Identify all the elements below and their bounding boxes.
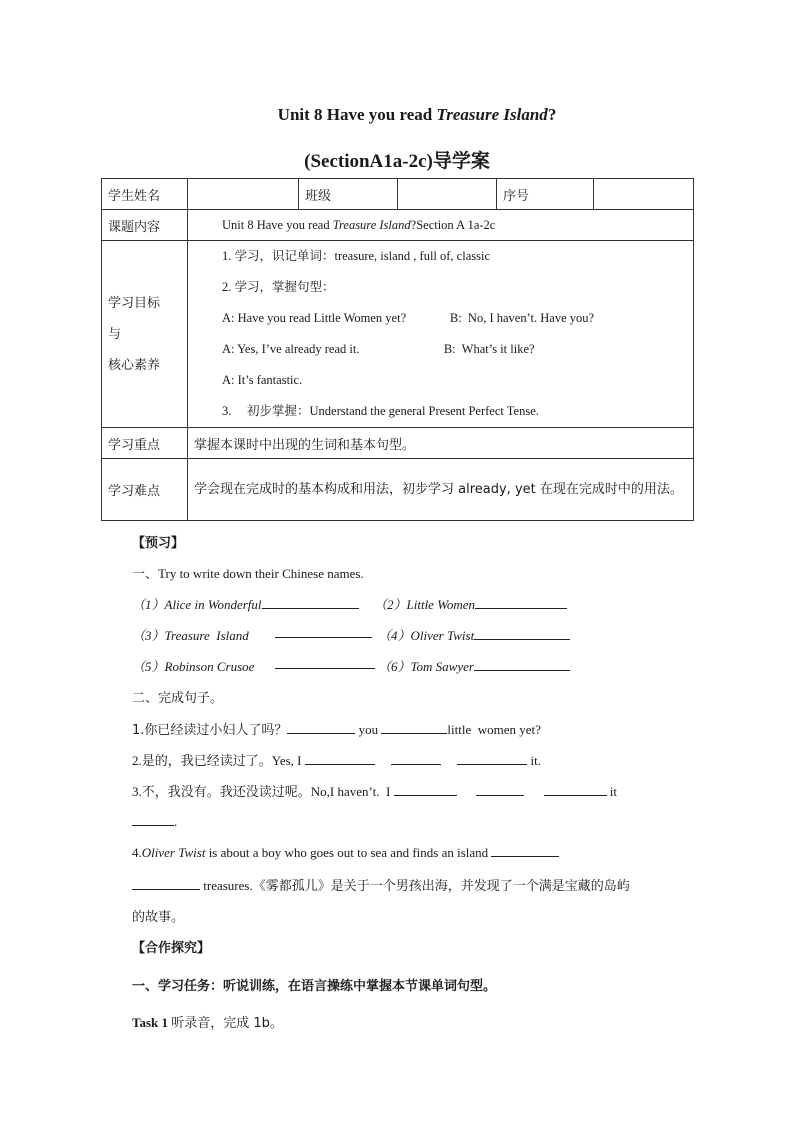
student-name-label: 学生姓名 (102, 179, 188, 210)
sentence-3-cont: . (132, 813, 177, 830)
goal-item: A: Have you read Little Women yet? B: No, I haven’t. Have you? (222, 311, 595, 325)
task-title: 一、学习任务：听说训练，在语言操练中掌握本节课单词句型。 (132, 979, 497, 994)
number-cell[interactable] (594, 179, 694, 210)
info-table (101, 178, 694, 521)
book-item: （6）Tom Sawyer (378, 656, 570, 675)
page-title: Unit 8 Have you read Treasure Island? (277, 105, 557, 124)
answer-blank[interactable] (132, 877, 200, 890)
answer-blank[interactable] (381, 721, 447, 734)
student-name-cell[interactable] (188, 179, 299, 210)
goal-item: 3. 初步掌握：Understand the general Present Perfect Tense. (222, 404, 539, 418)
answer-blank[interactable] (474, 658, 570, 671)
answer-blank[interactable] (476, 783, 524, 796)
number-label: 序号 (497, 179, 594, 210)
goal-item: 2. 学习，掌握句型： (222, 280, 335, 294)
difficulty-label: 学习难点 (102, 459, 188, 521)
sentence-4: 4.Oliver Twist is about a boy who goes out to sea and finds an island (132, 844, 559, 861)
task-1: Task 1 听录音，完成 1b。 (132, 1015, 283, 1031)
book-item: （5）Robinson Crusoe (132, 659, 255, 674)
focus-label: 学习重点 (102, 428, 188, 459)
goals-list (188, 241, 694, 428)
answer-blank[interactable] (391, 752, 441, 765)
sentence-2: 2.是的，我已经读过了。Yes, I it. (132, 753, 541, 768)
book-item: （3）Treasure Island (132, 628, 249, 643)
part1-title: 一、Try to write down their Chinese names. (132, 566, 364, 581)
answer-blank-wrap (275, 625, 372, 642)
answer-blank[interactable] (275, 656, 375, 669)
class-cell[interactable] (398, 179, 497, 210)
preview-heading: 【预习】 (132, 536, 185, 551)
sentence-3: 3.不，我没有。我还没读过呢。No,I haven’t. I it (132, 784, 618, 799)
book-item: （4）Oliver Twist (378, 625, 570, 644)
goal-item: 1. 学习，识记单词：treasure, island , full of, classic (222, 249, 491, 263)
goal-item: A: It’s fantastic. (222, 373, 303, 387)
class-label: 班级 (299, 179, 398, 210)
answer-blank[interactable] (287, 721, 355, 734)
book-item: （2）Little Women (374, 594, 567, 613)
goals-label: 学习目标 与 核心素养 (102, 241, 188, 428)
answer-blank[interactable] (394, 783, 457, 796)
book-item: （1）Alice in Wonderful (132, 594, 359, 613)
sentence-1: 1.你已经读过小妇人了吗？ you little women yet? (132, 722, 541, 738)
sentence-4-cont2: 的故事。 (132, 910, 185, 925)
answer-blank[interactable] (544, 783, 607, 796)
answer-blank[interactable] (132, 813, 174, 826)
part2-title: 二、完成句子。 (132, 691, 224, 706)
topic-label: 课题内容 (102, 210, 188, 241)
answer-blank-wrap (275, 656, 375, 673)
focus-text: 掌握本课时中出现的生词和基本句型。 (188, 428, 694, 459)
page-subtitle: (SectionA1a-2c)导学案 (304, 151, 490, 172)
answer-blank[interactable] (275, 625, 372, 638)
cooperation-heading: 【合作探究】 (132, 941, 211, 956)
answer-blank[interactable] (305, 752, 375, 765)
sentence-4-cont: treasures.《雾都孤儿》是关于一个男孩出海，并发现了一个满是宝藏的岛屿 (132, 875, 630, 894)
title-book-name: Treasure Island (436, 105, 548, 124)
answer-blank[interactable] (457, 752, 527, 765)
topic-value: Unit 8 Have you read Treasure Island?Section A 1a-2c (188, 210, 694, 241)
goal-item: A: Yes, I’ve already read it. B: What’s it like? (222, 342, 535, 356)
answer-blank[interactable] (262, 596, 359, 609)
answer-blank[interactable] (491, 844, 559, 857)
difficulty-text: 学会现在完成时的基本构成和用法，初步学习 already, yet 在现在完成时中的用法。 (188, 459, 694, 521)
answer-blank[interactable] (474, 627, 570, 640)
answer-blank[interactable] (475, 596, 567, 609)
